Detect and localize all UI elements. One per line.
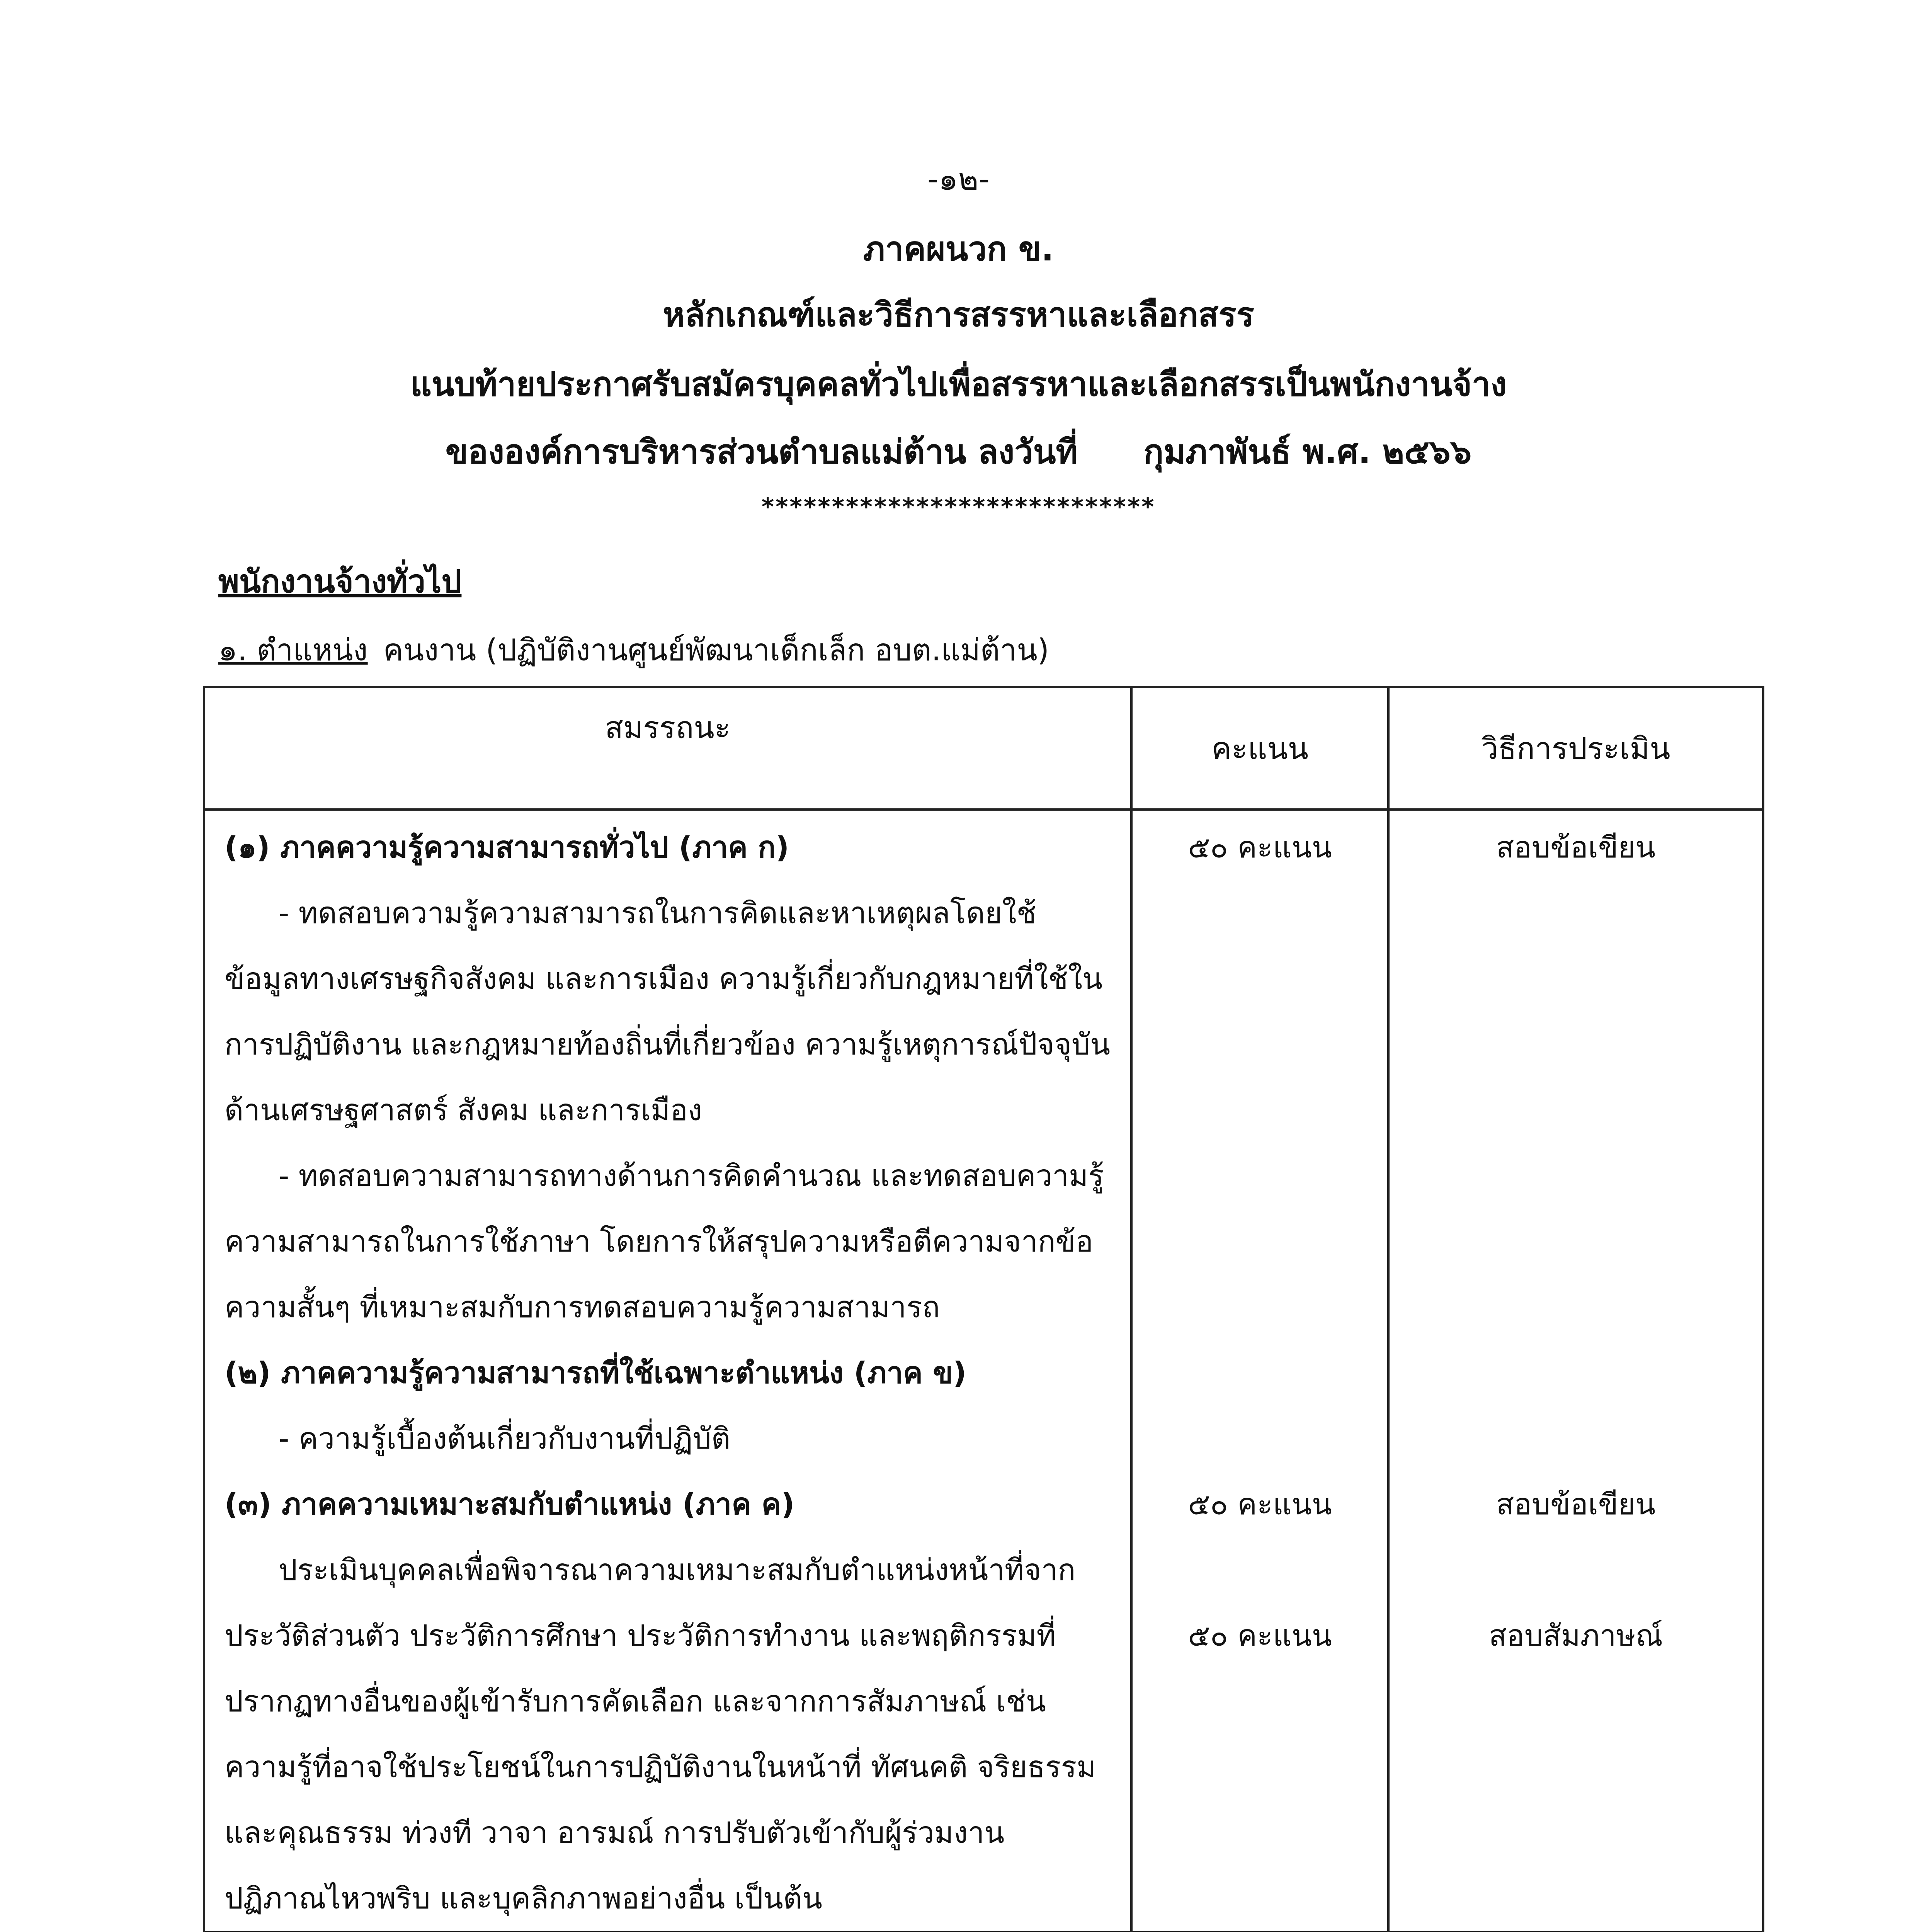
header-score: คะแนน [1131, 687, 1388, 810]
part-2-paragraph-1: - ความรู้เบื้องต้นเกี่ยวกับงานที่ปฏิบัติ [279, 1421, 731, 1456]
part-2-heading: (๒) ภาคความรู้ความสามารถที่ใช้เฉพาะตำแหน่ง (ภาค ข) [225, 1355, 966, 1390]
criteria-table [203, 686, 1764, 1932]
competency-cell [204, 810, 1131, 1932]
position-line [218, 626, 1049, 674]
appendix-title: ภาคผนวก ข. [863, 230, 1054, 269]
table-header-row [204, 687, 1763, 810]
part-1-paragraph-1: - ทดสอบความรู้ความสามารถในการคิดและหาเหตุผลโดยใช้ข้อมูลทางเศรษฐกิจสังคม และการเมือง ความรู้เกี่ยวกับกฎหมายที่ใช้ในการปฏิบัติงาน และกฎหมายท้องถิ่นที่เกี่ยวข้อง ความรู้เหตุการณ์ปัจจุบัน ด้านเศรษฐศาสตร์ สังคม และการเมือง [225, 896, 1111, 1127]
part-2-method: สอบข้อเขียน [1496, 1487, 1656, 1521]
section-heading: พนักงานจ้างทั่วไป [218, 563, 462, 600]
header-method: วิธีการประเมิน [1388, 687, 1763, 810]
organization-date-line [0, 425, 1917, 478]
part-3-method: สอบสัมภาษณ์ [1488, 1618, 1663, 1653]
table-row [204, 810, 1763, 1932]
separator-line: **************************** [761, 493, 1156, 521]
part-1-score: ๕๐ คะแนน [1188, 830, 1332, 864]
organization-name: ขององค์การบริหารส่วนตำบลแม่ต้าน ลงวันที่ [445, 433, 1078, 471]
position-label: ๑. ตำแหน่ง [218, 633, 368, 668]
part-3-paragraph-1: ประเมินบุคคลเพื่อพิจารณาความเหมาะสมกับตำแหน่งหน้าที่จากประวัติส่วนตัว ประวัติการศึกษา ประวัติการทำงาน และพฤติกรรมที่ปรากฏทางอื่นของผู้เข้ารับการคัดเลือก และจากการสัมภาษณ์ เช่น ความรู้ที่อาจใช้ประโยชน์ในการปฏิบัติงานในหน้าที่ ทัศนคติ จริยธรรม และคุณธรรม ท่วงที วาจา อารมณ์ การปรับตัวเข้ากับผู้ร่วมงาน ปฏิภาณไหวพริบ และบุคลิกภาพอย่างอื่น เป็นต้น [225, 1553, 1096, 1915]
part-3-score: ๕๐ คะแนน [1188, 1618, 1332, 1653]
score-cell [1131, 810, 1388, 1932]
page-number: -๑๒- [927, 161, 990, 197]
announcement-date: กุมภาพันธ์ พ.ศ. ๒๕๖๖ [1143, 433, 1472, 471]
part-1-heading: (๑) ภาคความรู้ความสามารถทั่วไป (ภาค ก) [225, 830, 789, 864]
part-3-heading: (๓) ภาคความเหมาะสมกับตำแหน่ง (ภาค ค) [225, 1487, 795, 1521]
criteria-title: หลักเกณฑ์และวิธีการสรรหาและเลือกสรร [663, 296, 1254, 334]
part-2-score: ๕๐ คะแนน [1188, 1487, 1332, 1521]
method-cell [1388, 810, 1763, 1932]
part-1-method: สอบข้อเขียน [1496, 830, 1656, 864]
announcement-line: แนบท้ายประกาศรับสมัครบุคคลทั่วไปเพื่อสรรหาและเลือกสรรเป็นพนักงานจ้าง [410, 365, 1507, 404]
part-1-paragraph-2: - ทดสอบความสามารถทางด้านการคิดคำนวณ และทดสอบความรู้ความสามารถในการใช้ภาษา โดยการให้สรุปความหรือตีความจากข้อความสั้นๆ ที่เหมาะสมกับการทดสอบความรู้ความสามารถ [225, 1158, 1104, 1324]
header-competency: สมรรถนะ [204, 687, 1131, 810]
position-value: คนงาน (ปฏิบัติงานศูนย์พัฒนาเด็กเล็ก อบต.แม่ต้าน) [383, 633, 1050, 668]
